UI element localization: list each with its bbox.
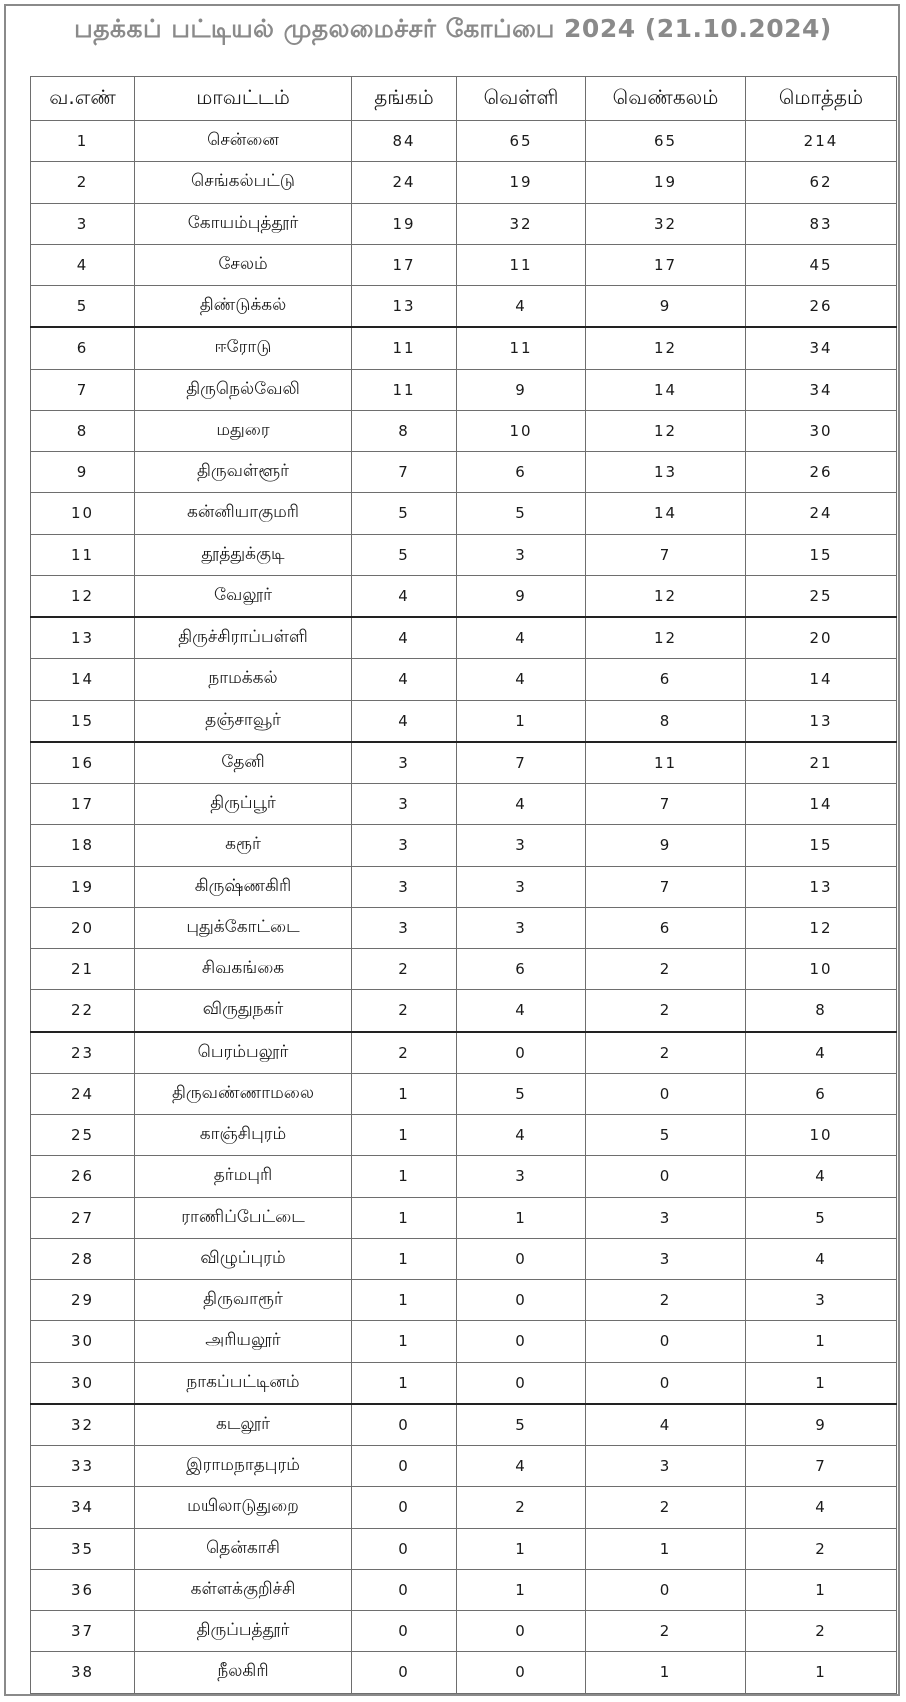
- bronze-cell: 12: [586, 575, 746, 617]
- table-row: [31, 1487, 897, 1528]
- table-row: [31, 452, 897, 493]
- serial-number-cell: 7: [31, 369, 135, 410]
- gold-cell: 3: [352, 825, 457, 866]
- total-cell: 5: [746, 1197, 897, 1238]
- total-cell: 4: [746, 1487, 897, 1528]
- district-cell: மயிலாடுதுறை: [135, 1487, 352, 1528]
- bronze-cell: 13: [586, 452, 746, 493]
- total-cell: 10: [746, 1115, 897, 1156]
- serial-number-cell: 2: [31, 162, 135, 203]
- silver-cell: 0: [457, 1321, 586, 1362]
- silver-cell: 3: [457, 866, 586, 907]
- table-row: [31, 617, 897, 659]
- table-row: [31, 162, 897, 203]
- district-cell: செங்கல்பட்டு: [135, 162, 352, 203]
- table-row: [31, 949, 897, 990]
- bronze-cell: 32: [586, 203, 746, 244]
- district-cell: ஈரோடு: [135, 327, 352, 369]
- district-cell: திருநெல்வேலி: [135, 369, 352, 410]
- district-cell: விருதுநகர்: [135, 990, 352, 1032]
- table-row: [31, 1446, 897, 1487]
- gold-cell: 2: [352, 1032, 457, 1074]
- serial-number-cell: 6: [31, 327, 135, 369]
- bronze-cell: 12: [586, 617, 746, 659]
- gold-cell: 3: [352, 784, 457, 825]
- district-cell: நாகப்பட்டினம்: [135, 1362, 352, 1404]
- gold-cell: 0: [352, 1446, 457, 1487]
- serial-number-cell: 32: [31, 1404, 135, 1446]
- table-row: [31, 866, 897, 907]
- table-row: [31, 410, 897, 451]
- silver-cell: 11: [457, 244, 586, 285]
- bronze-cell: 0: [586, 1362, 746, 1404]
- total-cell: 25: [746, 575, 897, 617]
- page-title: பதக்கப் பட்டியல் முதலமைச்சர் கோப்பை 2024 (21.10.2024): [74, 14, 832, 43]
- header-silver: வெள்ளி: [457, 77, 586, 121]
- gold-cell: 1: [352, 1280, 457, 1321]
- total-cell: 13: [746, 700, 897, 742]
- silver-cell: 0: [457, 1611, 586, 1652]
- silver-cell: 4: [457, 990, 586, 1032]
- total-cell: 13: [746, 866, 897, 907]
- total-cell: 6: [746, 1073, 897, 1114]
- silver-cell: 0: [457, 1238, 586, 1279]
- gold-cell: 11: [352, 327, 457, 369]
- silver-cell: 4: [457, 1446, 586, 1487]
- silver-cell: 1: [457, 1197, 586, 1238]
- total-cell: 26: [746, 452, 897, 493]
- district-cell: காஞ்சிபுரம்: [135, 1115, 352, 1156]
- bronze-cell: 0: [586, 1073, 746, 1114]
- serial-number-cell: 22: [31, 990, 135, 1032]
- table-row: [31, 244, 897, 285]
- district-cell: கடலூர்: [135, 1404, 352, 1446]
- serial-number-cell: 8: [31, 410, 135, 451]
- total-cell: 10: [746, 949, 897, 990]
- district-cell: திருவாரூர்: [135, 1280, 352, 1321]
- gold-cell: 3: [352, 866, 457, 907]
- bronze-cell: 9: [586, 286, 746, 328]
- gold-cell: 17: [352, 244, 457, 285]
- header-row: [31, 77, 897, 121]
- bronze-cell: 8: [586, 700, 746, 742]
- silver-cell: 3: [457, 825, 586, 866]
- silver-cell: 4: [457, 617, 586, 659]
- gold-cell: 11: [352, 369, 457, 410]
- total-cell: 15: [746, 825, 897, 866]
- district-cell: நீலகிரி: [135, 1652, 352, 1693]
- bronze-cell: 6: [586, 907, 746, 948]
- bronze-cell: 7: [586, 534, 746, 575]
- district-cell: சேலம்: [135, 244, 352, 285]
- table-row: [31, 1238, 897, 1279]
- silver-cell: 5: [457, 1404, 586, 1446]
- silver-cell: 5: [457, 1073, 586, 1114]
- gold-cell: 1: [352, 1321, 457, 1362]
- gold-cell: 4: [352, 700, 457, 742]
- district-cell: ராணிப்பேட்டை: [135, 1197, 352, 1238]
- district-cell: தஞ்சாவூர்: [135, 700, 352, 742]
- silver-cell: 3: [457, 1156, 586, 1197]
- bronze-cell: 0: [586, 1569, 746, 1610]
- total-cell: 1: [746, 1362, 897, 1404]
- total-cell: 34: [746, 327, 897, 369]
- table-row: [31, 534, 897, 575]
- total-cell: 12: [746, 907, 897, 948]
- bronze-cell: 2: [586, 949, 746, 990]
- silver-cell: 6: [457, 949, 586, 990]
- table-row: [31, 1115, 897, 1156]
- district-cell: கன்னியாகுமரி: [135, 493, 352, 534]
- serial-number-cell: 26: [31, 1156, 135, 1197]
- serial-number-cell: 34: [31, 1487, 135, 1528]
- district-cell: தர்மபுரி: [135, 1156, 352, 1197]
- silver-cell: 4: [457, 1115, 586, 1156]
- silver-cell: 4: [457, 784, 586, 825]
- table-row: [31, 1528, 897, 1569]
- serial-number-cell: 9: [31, 452, 135, 493]
- bronze-cell: 3: [586, 1197, 746, 1238]
- bronze-cell: 9: [586, 825, 746, 866]
- gold-cell: 8: [352, 410, 457, 451]
- table-row: [31, 1652, 897, 1693]
- serial-number-cell: 28: [31, 1238, 135, 1279]
- total-cell: 45: [746, 244, 897, 285]
- serial-number-cell: 38: [31, 1652, 135, 1693]
- medal-table: [30, 76, 897, 1694]
- gold-cell: 0: [352, 1404, 457, 1446]
- bronze-cell: 65: [586, 121, 746, 162]
- total-cell: 4: [746, 1156, 897, 1197]
- bronze-cell: 14: [586, 369, 746, 410]
- district-cell: வேலூர்: [135, 575, 352, 617]
- gold-cell: 3: [352, 907, 457, 948]
- silver-cell: 19: [457, 162, 586, 203]
- table-row: [31, 1321, 897, 1362]
- silver-cell: 10: [457, 410, 586, 451]
- total-cell: 26: [746, 286, 897, 328]
- silver-cell: 7: [457, 742, 586, 784]
- gold-cell: 5: [352, 493, 457, 534]
- gold-cell: 1: [352, 1156, 457, 1197]
- serial-number-cell: 20: [31, 907, 135, 948]
- total-cell: 34: [746, 369, 897, 410]
- gold-cell: 0: [352, 1487, 457, 1528]
- gold-cell: 24: [352, 162, 457, 203]
- silver-cell: 9: [457, 369, 586, 410]
- bronze-cell: 1: [586, 1528, 746, 1569]
- bronze-cell: 12: [586, 327, 746, 369]
- bronze-cell: 6: [586, 659, 746, 700]
- bronze-cell: 7: [586, 784, 746, 825]
- district-cell: மதுரை: [135, 410, 352, 451]
- silver-cell: 65: [457, 121, 586, 162]
- header-district: மாவட்டம்: [135, 77, 352, 121]
- table-row: [31, 700, 897, 742]
- silver-cell: 11: [457, 327, 586, 369]
- gold-cell: 4: [352, 659, 457, 700]
- serial-number-cell: 27: [31, 1197, 135, 1238]
- serial-number-cell: 23: [31, 1032, 135, 1074]
- silver-cell: 32: [457, 203, 586, 244]
- silver-cell: 0: [457, 1652, 586, 1693]
- district-cell: பெரம்பலூர்: [135, 1032, 352, 1074]
- table-row: [31, 1569, 897, 1610]
- total-cell: 1: [746, 1569, 897, 1610]
- serial-number-cell: 4: [31, 244, 135, 285]
- silver-cell: 0: [457, 1032, 586, 1074]
- gold-cell: 2: [352, 949, 457, 990]
- bronze-cell: 2: [586, 1487, 746, 1528]
- total-cell: 30: [746, 410, 897, 451]
- serial-number-cell: 5: [31, 286, 135, 328]
- gold-cell: 7: [352, 452, 457, 493]
- serial-number-cell: 11: [31, 534, 135, 575]
- table-row: [31, 1156, 897, 1197]
- gold-cell: 0: [352, 1611, 457, 1652]
- serial-number-cell: 16: [31, 742, 135, 784]
- table-row: [31, 1611, 897, 1652]
- district-cell: தென்காசி: [135, 1528, 352, 1569]
- table-row: [31, 493, 897, 534]
- gold-cell: 3: [352, 742, 457, 784]
- bronze-cell: 12: [586, 410, 746, 451]
- district-cell: கள்ளக்குறிச்சி: [135, 1569, 352, 1610]
- silver-cell: 1: [457, 1528, 586, 1569]
- table-row: [31, 1032, 897, 1074]
- header-gold: தங்கம்: [352, 77, 457, 121]
- header-serial-number: வ.எண்: [31, 77, 135, 121]
- district-cell: தேனி: [135, 742, 352, 784]
- gold-cell: 1: [352, 1362, 457, 1404]
- district-cell: அரியலூர்: [135, 1321, 352, 1362]
- bronze-cell: 0: [586, 1156, 746, 1197]
- gold-cell: 13: [352, 286, 457, 328]
- district-cell: திருப்பத்தூர்: [135, 1611, 352, 1652]
- serial-number-cell: 15: [31, 700, 135, 742]
- district-cell: கிருஷ்ணகிரி: [135, 866, 352, 907]
- serial-number-cell: 17: [31, 784, 135, 825]
- table-row: [31, 1280, 897, 1321]
- table-row: [31, 1404, 897, 1446]
- table-row: [31, 1197, 897, 1238]
- table-row: [31, 203, 897, 244]
- gold-cell: 1: [352, 1073, 457, 1114]
- table-row: [31, 369, 897, 410]
- serial-number-cell: 12: [31, 575, 135, 617]
- silver-cell: 6: [457, 452, 586, 493]
- silver-cell: 2: [457, 1487, 586, 1528]
- bronze-cell: 2: [586, 1611, 746, 1652]
- district-cell: திருவள்ளூர்: [135, 452, 352, 493]
- bronze-cell: 17: [586, 244, 746, 285]
- bronze-cell: 7: [586, 866, 746, 907]
- table-row: [31, 121, 897, 162]
- table-row: [31, 825, 897, 866]
- gold-cell: 1: [352, 1197, 457, 1238]
- district-cell: புதுக்கோட்டை: [135, 907, 352, 948]
- silver-cell: 0: [457, 1280, 586, 1321]
- total-cell: 1: [746, 1652, 897, 1693]
- district-cell: சிவகங்கை: [135, 949, 352, 990]
- silver-cell: 0: [457, 1362, 586, 1404]
- table-row: [31, 575, 897, 617]
- table-row: [31, 742, 897, 784]
- total-cell: 14: [746, 659, 897, 700]
- district-cell: கரூர்: [135, 825, 352, 866]
- gold-cell: 0: [352, 1652, 457, 1693]
- total-cell: 2: [746, 1611, 897, 1652]
- serial-number-cell: 37: [31, 1611, 135, 1652]
- total-cell: 8: [746, 990, 897, 1032]
- gold-cell: 0: [352, 1528, 457, 1569]
- bronze-cell: 19: [586, 162, 746, 203]
- gold-cell: 4: [352, 617, 457, 659]
- bronze-cell: 2: [586, 990, 746, 1032]
- header-bronze: வெண்கலம்: [586, 77, 746, 121]
- total-cell: 7: [746, 1446, 897, 1487]
- bronze-cell: 4: [586, 1404, 746, 1446]
- table-row: [31, 1073, 897, 1114]
- table-row: [31, 659, 897, 700]
- gold-cell: 84: [352, 121, 457, 162]
- table-row: [31, 990, 897, 1032]
- district-cell: கோயம்புத்தூர்: [135, 203, 352, 244]
- total-cell: 24: [746, 493, 897, 534]
- total-cell: 9: [746, 1404, 897, 1446]
- district-cell: விழுப்புரம்: [135, 1238, 352, 1279]
- silver-cell: 4: [457, 659, 586, 700]
- district-cell: திண்டுக்கல்: [135, 286, 352, 328]
- silver-cell: 1: [457, 700, 586, 742]
- serial-number-cell: 3: [31, 203, 135, 244]
- serial-number-cell: 1: [31, 121, 135, 162]
- gold-cell: 19: [352, 203, 457, 244]
- serial-number-cell: 13: [31, 617, 135, 659]
- table-row: [31, 286, 897, 328]
- table-row: [31, 784, 897, 825]
- district-cell: இராமநாதபுரம்: [135, 1446, 352, 1487]
- silver-cell: 4: [457, 286, 586, 328]
- silver-cell: 3: [457, 907, 586, 948]
- serial-number-cell: 19: [31, 866, 135, 907]
- gold-cell: 0: [352, 1569, 457, 1610]
- total-cell: 15: [746, 534, 897, 575]
- table-row: [31, 1362, 897, 1404]
- total-cell: 214: [746, 121, 897, 162]
- total-cell: 62: [746, 162, 897, 203]
- total-cell: 83: [746, 203, 897, 244]
- bronze-cell: 14: [586, 493, 746, 534]
- bronze-cell: 11: [586, 742, 746, 784]
- bronze-cell: 5: [586, 1115, 746, 1156]
- district-cell: தூத்துக்குடி: [135, 534, 352, 575]
- bronze-cell: 1: [586, 1652, 746, 1693]
- total-cell: 2: [746, 1528, 897, 1569]
- bronze-cell: 0: [586, 1321, 746, 1362]
- district-cell: சென்னை: [135, 121, 352, 162]
- total-cell: 1: [746, 1321, 897, 1362]
- table-row: [31, 907, 897, 948]
- gold-cell: 4: [352, 575, 457, 617]
- header-total: மொத்தம்: [746, 77, 897, 121]
- gold-cell: 1: [352, 1238, 457, 1279]
- serial-number-cell: 29: [31, 1280, 135, 1321]
- total-cell: 21: [746, 742, 897, 784]
- bronze-cell: 3: [586, 1446, 746, 1487]
- district-cell: நாமக்கல்: [135, 659, 352, 700]
- silver-cell: 9: [457, 575, 586, 617]
- total-cell: 3: [746, 1280, 897, 1321]
- gold-cell: 1: [352, 1115, 457, 1156]
- serial-number-cell: 18: [31, 825, 135, 866]
- table-body: [31, 121, 897, 1694]
- bronze-cell: 3: [586, 1238, 746, 1279]
- district-cell: திருச்சிராப்பள்ளி: [135, 617, 352, 659]
- serial-number-cell: 14: [31, 659, 135, 700]
- bronze-cell: 2: [586, 1032, 746, 1074]
- serial-number-cell: 36: [31, 1569, 135, 1610]
- serial-number-cell: 21: [31, 949, 135, 990]
- total-cell: 14: [746, 784, 897, 825]
- district-cell: திருவண்ணாமலை: [135, 1073, 352, 1114]
- bronze-cell: 2: [586, 1280, 746, 1321]
- total-cell: 4: [746, 1032, 897, 1074]
- gold-cell: 5: [352, 534, 457, 575]
- total-cell: 4: [746, 1238, 897, 1279]
- serial-number-cell: 24: [31, 1073, 135, 1114]
- table-row: [31, 327, 897, 369]
- silver-cell: 1: [457, 1569, 586, 1610]
- serial-number-cell: 35: [31, 1528, 135, 1569]
- gold-cell: 2: [352, 990, 457, 1032]
- silver-cell: 3: [457, 534, 586, 575]
- serial-number-cell: 33: [31, 1446, 135, 1487]
- serial-number-cell: 25: [31, 1115, 135, 1156]
- district-cell: திருப்பூர்: [135, 784, 352, 825]
- serial-number-cell: 30: [31, 1362, 135, 1404]
- serial-number-cell: 30: [31, 1321, 135, 1362]
- serial-number-cell: 10: [31, 493, 135, 534]
- silver-cell: 5: [457, 493, 586, 534]
- total-cell: 20: [746, 617, 897, 659]
